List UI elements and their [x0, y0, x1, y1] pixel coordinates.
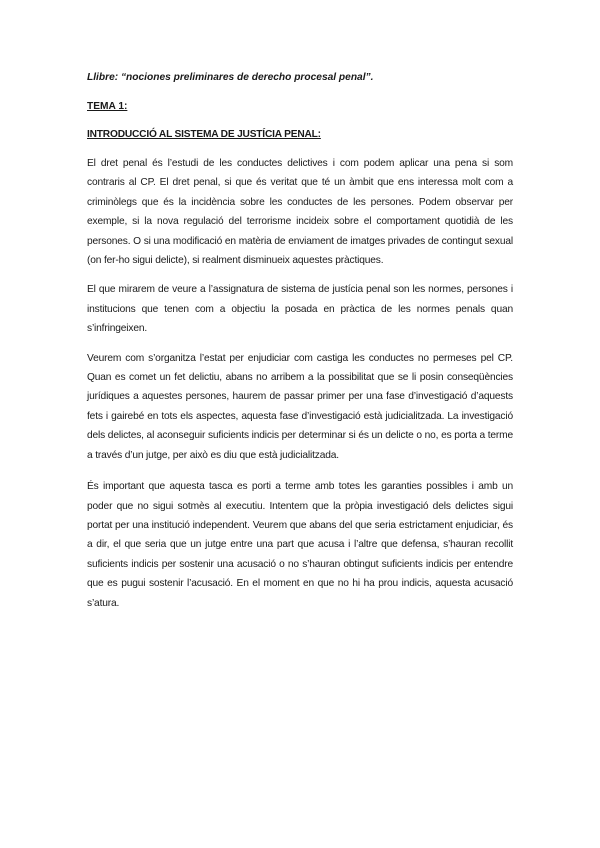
document-body [87, 72, 513, 623]
paragraph: El que mirarem de veure a l’assignatura de sistema de justícia penal son les normes, persones i institucions que tenen com a objectiu la posada en pràctica de les normes penals quan s’infringeixen. [87, 284, 513, 335]
paragraph: És important que aquesta tasca es porti a terme amb totes les garanties possibles i amb un poder que no sigui sotmès al executiu. Intentem que la pròpia investigació dels delictes sigui portat per una institució independent. Veurem que abans del que seria estrictament enjudiciar, és a dir, el que seria que un jutge entre una part que acusa i l’altre que defensa, s’hauran recollit suficients indicis per sostenir una acusació o no s’hauran obtingut suficients indicis per entendre que es pugui sostenir l’acusació. En el moment en que no hi ha prou indicis, aquesta acusació s’atura. [87, 481, 513, 609]
paragraph: El dret penal és l’estudi de les conductes delictives i com podem aplicar una pena si som contraris al CP. El dret penal, si que és veritat que té un àmbit que ens interessa molt com a criminòlegs que és la incidència sobre les conductes de les persones. Podem observar per exemple, si la nova regulació del terrorisme incideix sobre el comportament quotidià de les persones. O si una modificació en matèria de enviament de imatges privades de contingut sexual (on fer-ho sigui delicte), si realment disminueix aquestes pràctiques. [87, 158, 513, 267]
paragraph: Veurem com s’organitza l’estat per enjudiciar com castiga les conductes no permeses pel CP. Quan es comet un fet delictiu, abans no arribem a la possibilitat que se li posin conseqüències jurídiques a aquestes persones, haurem de passar primer per una fase d’investigació d’aquests fets i gairebé en tots els aspectes, aquesta fase d’investigació està judicialitzada. La investigació dels delictes, al aconseguir suficients indicis per determinar si és un delicte o no, es porta a terme a través d’un jutge, per això es diu que està judicialitzada. [87, 352, 513, 461]
book-reference: Llibre: “nociones preliminares de derecho procesal penal”. [87, 72, 374, 83]
topic-heading: TEMA 1: [87, 101, 128, 112]
section-title: INTRODUCCIÓ AL SISTEMA DE JUSTÍCIA PENAL: [87, 129, 321, 140]
